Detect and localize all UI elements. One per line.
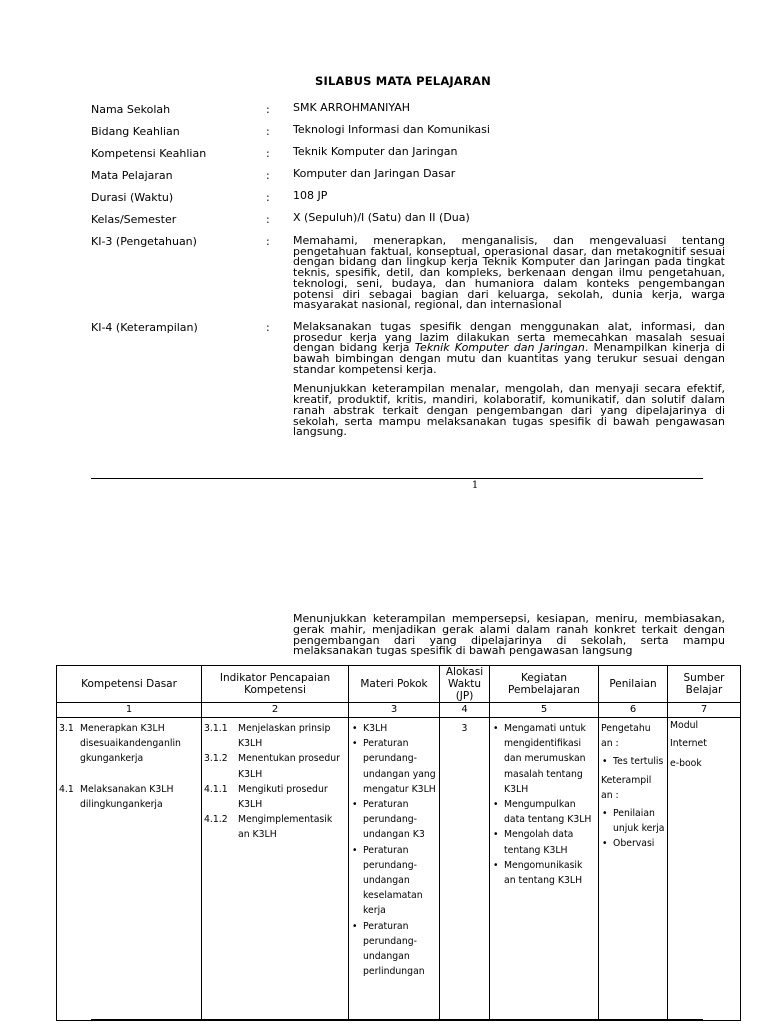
indikator-number: 4.1.1 bbox=[204, 783, 228, 795]
indikator-item bbox=[204, 721, 346, 751]
column-header-penilaian: Penilaian bbox=[599, 666, 668, 703]
identity-separator: : bbox=[266, 103, 270, 116]
penilaian-keterampilan-list bbox=[601, 806, 665, 852]
indikator-item bbox=[204, 782, 346, 812]
sumber-item: Internet bbox=[670, 738, 707, 750]
identity-label: Mata Pelajaran bbox=[91, 169, 173, 182]
identity-separator: : bbox=[266, 191, 270, 204]
indikator-text: Menjelaskan prinsip K3LH bbox=[238, 723, 331, 750]
list-item: • Mengamati untuk mengidentifikasi dan merumuskan masalah tentang K3LH bbox=[504, 721, 596, 797]
ki3-row bbox=[91, 235, 725, 311]
list-item: • Penilaian unjuk kerja bbox=[613, 806, 665, 836]
identity-row-mata-pelajaran bbox=[91, 169, 725, 191]
list-item: • Peraturan perundang-undangan K3 bbox=[363, 797, 437, 843]
sumber-item: Modul bbox=[670, 720, 699, 731]
column-header-kegiatan: Kegiatan Pembelajaran bbox=[490, 666, 599, 703]
ki4-separator: : bbox=[266, 320, 270, 334]
indikator-item bbox=[204, 751, 346, 781]
list-item: • Peraturan perundang-undangan perlindungan bbox=[363, 919, 437, 980]
table-number-row bbox=[57, 703, 741, 718]
ki4-text bbox=[293, 321, 725, 438]
ki4-paragraph-1 bbox=[293, 319, 726, 376]
column-header-alokasi-waktu: Alokasi Waktu (JP) bbox=[440, 666, 490, 703]
materi-list bbox=[351, 721, 437, 979]
document-title: SILABUS MATA PELAJARAN bbox=[315, 74, 491, 88]
column-number: 4 bbox=[440, 703, 490, 718]
sumber-item: e-book bbox=[670, 758, 702, 770]
identity-value: Teknik Komputer dan Jaringan bbox=[293, 145, 458, 158]
table-header-row bbox=[57, 666, 741, 703]
kd-text: Melaksanakan K3LH dilingkungankerja bbox=[80, 783, 174, 810]
identity-value: Teknologi Informasi dan Komunikasi bbox=[293, 123, 490, 136]
column-header-indikator: Indikator Pencapaian Kompetensi bbox=[202, 666, 349, 703]
identity-label: Kelas/Semester bbox=[91, 213, 177, 226]
list-item: • Tes tertulis bbox=[613, 754, 665, 769]
identity-value: Komputer dan Jaringan Dasar bbox=[293, 167, 456, 180]
ki4-label: KI-4 (Keterampilan) bbox=[91, 320, 198, 334]
page-number: 1 bbox=[471, 480, 479, 491]
identity-row-kompetensi-keahlian bbox=[91, 147, 725, 169]
indikator-text: Mengimplementasik an K3LH bbox=[238, 814, 333, 841]
kd-number: 3.1 bbox=[59, 723, 74, 734]
table-row bbox=[57, 718, 741, 1021]
identity-row-nama-sekolah bbox=[91, 103, 725, 125]
column-number: 6 bbox=[599, 703, 668, 718]
ki3-separator: : bbox=[266, 235, 270, 248]
indikator-number: 4.1.2 bbox=[204, 814, 228, 826]
kd-text: Menerapkan K3LH disesuaikandenganlin gkungankerja bbox=[80, 723, 181, 765]
identity-value: 108 JP bbox=[293, 189, 328, 202]
list-item: • K3LH bbox=[363, 721, 437, 736]
page-footer-rule bbox=[91, 478, 703, 479]
alokasi-waktu-cell: 3 bbox=[440, 718, 490, 1021]
identity-section bbox=[91, 103, 725, 438]
column-number: 3 bbox=[349, 703, 440, 718]
kd-item bbox=[59, 782, 199, 812]
ki4-p1-emphasis: Teknik Komputer dan Jaringan bbox=[414, 341, 585, 355]
kompetensi-dasar-cell bbox=[57, 718, 202, 1021]
sumber-belajar-cell bbox=[668, 718, 741, 1021]
identity-separator: : bbox=[266, 169, 270, 182]
column-header-materi-pokok: Materi Pokok bbox=[349, 666, 440, 703]
list-item: • Obervasi bbox=[613, 836, 665, 851]
indikator-cell bbox=[202, 718, 349, 1021]
identity-row-kelas-semester bbox=[91, 213, 725, 235]
list-item: • Mengolah data tentang K3LH bbox=[504, 827, 596, 857]
identity-row-durasi bbox=[91, 191, 725, 213]
page-footer-rule bbox=[91, 1019, 703, 1020]
ki4-p1-start: Melaksanakan tugas spesifik dengan menggunakan alat, informasi, dan prosedur kerja yang lazim dilakukan serta memecahkan masalah sesuai dengan bidang kerja bbox=[293, 319, 725, 355]
list-item: • Mengumpulkan data tentang K3LH bbox=[504, 797, 596, 827]
penilaian-pengetahuan-list bbox=[601, 754, 665, 769]
penilaian-cell bbox=[599, 718, 668, 1021]
identity-value: SMK ARROHMANIYAH bbox=[293, 101, 411, 114]
indikator-number: 3.1.2 bbox=[204, 753, 228, 765]
column-header-sumber-belajar: Sumber Belajar bbox=[668, 666, 741, 703]
ki4-paragraph-3: Menunjukkan keterampilan mempersepsi, kesiapan, meniru, membiasakan, gerak mahir, menjadikan gerak alami dalam ranah konkret terkait dengan pengembangan dari yang dipelajarinya di sekolah, serta mampu melaksanakan tugas spesifik di bawah pengawasan langsung bbox=[293, 612, 725, 658]
penilaian-keterampilan-label: Keterampil an : bbox=[601, 774, 652, 801]
kd-item bbox=[59, 721, 199, 767]
list-item: • Peraturan perundang-undangan keselamatan kerja bbox=[363, 843, 437, 919]
indikator-text: Menentukan prosedur K3LH bbox=[238, 753, 340, 780]
identity-label: Kompetensi Keahlian bbox=[91, 147, 207, 160]
identity-separator: : bbox=[266, 147, 270, 160]
indikator-item bbox=[204, 812, 346, 842]
identity-label: Bidang Keahlian bbox=[91, 125, 180, 138]
identity-separator: : bbox=[266, 125, 270, 138]
column-number: 2 bbox=[202, 703, 349, 718]
penilaian-pengetahuan-label: Pengetahu an : bbox=[601, 723, 651, 750]
kd-number: 4.1 bbox=[59, 783, 74, 795]
syllabus-table bbox=[56, 665, 741, 1021]
ki4-p1-end: . Menampilkan kinerja di bawah bimbingan dengan mutu dan kuantitas yang terukur sesuai dengan standar kompetensi kerja. bbox=[293, 341, 726, 376]
indikator-text: Mengikuti prosedur K3LH bbox=[238, 783, 328, 811]
column-number: 5 bbox=[490, 703, 599, 718]
identity-label: Durasi (Waktu) bbox=[91, 191, 174, 204]
identity-value: X (Sepuluh)/I (Satu) dan II (Dua) bbox=[293, 211, 470, 224]
kegiatan-list bbox=[492, 721, 596, 888]
identity-row-bidang-keahlian bbox=[91, 125, 725, 147]
column-number: 7 bbox=[668, 703, 741, 718]
column-header-kompetensi-dasar: Kompetensi Dasar bbox=[57, 666, 202, 703]
ki4-paragraph-2: Menunjukkan keterampilan menalar, mengolah, dan menyaji secara efektif, kreatif, produktif, kritis, mandiri, kolaboratif, komunikatif, dan solutif dalam ranah abstrak terkait dengan pengembangan dari yang dipelajarinya di sekolah, serta mampu melaksanakan tugas spesifik di bawah pengawasan langsung. bbox=[293, 382, 725, 439]
ki3-label: KI-3 (Pengetahuan) bbox=[91, 235, 197, 248]
ki4-row bbox=[91, 321, 725, 438]
ki3-text: Memahami, menerapkan, menganalisis, dan mengevaluasi tentang pengetahuan faktual, konseptual, operasional dasar, dan metakognitif sesuai dengan bidang dan lingkup kerja Teknik Komputer dan Jaringan pada tingkat teknis, spesifik, detil, dan kompleks, berkenaan dengan ilmu pengetahuan, teknologi, seni, budaya, dan humaniora dalam konteks pengembangan potensi diri sebagai bagian dari keluarga, sekolah, dunia kerja, warga masyarakat nasional, regional, dan internasional bbox=[293, 234, 725, 312]
column-number: 1 bbox=[57, 703, 202, 718]
list-item: • Mengomunikasik an tentang K3LH bbox=[504, 858, 596, 888]
identity-label: Nama Sekolah bbox=[91, 103, 171, 116]
materi-pokok-cell bbox=[349, 718, 440, 1021]
kegiatan-cell bbox=[490, 718, 599, 1021]
identity-separator: : bbox=[266, 213, 270, 226]
indikator-number: 3.1.1 bbox=[204, 723, 228, 734]
list-item: • Peraturan perundang-undangan yang mengatur K3LH bbox=[363, 736, 437, 797]
